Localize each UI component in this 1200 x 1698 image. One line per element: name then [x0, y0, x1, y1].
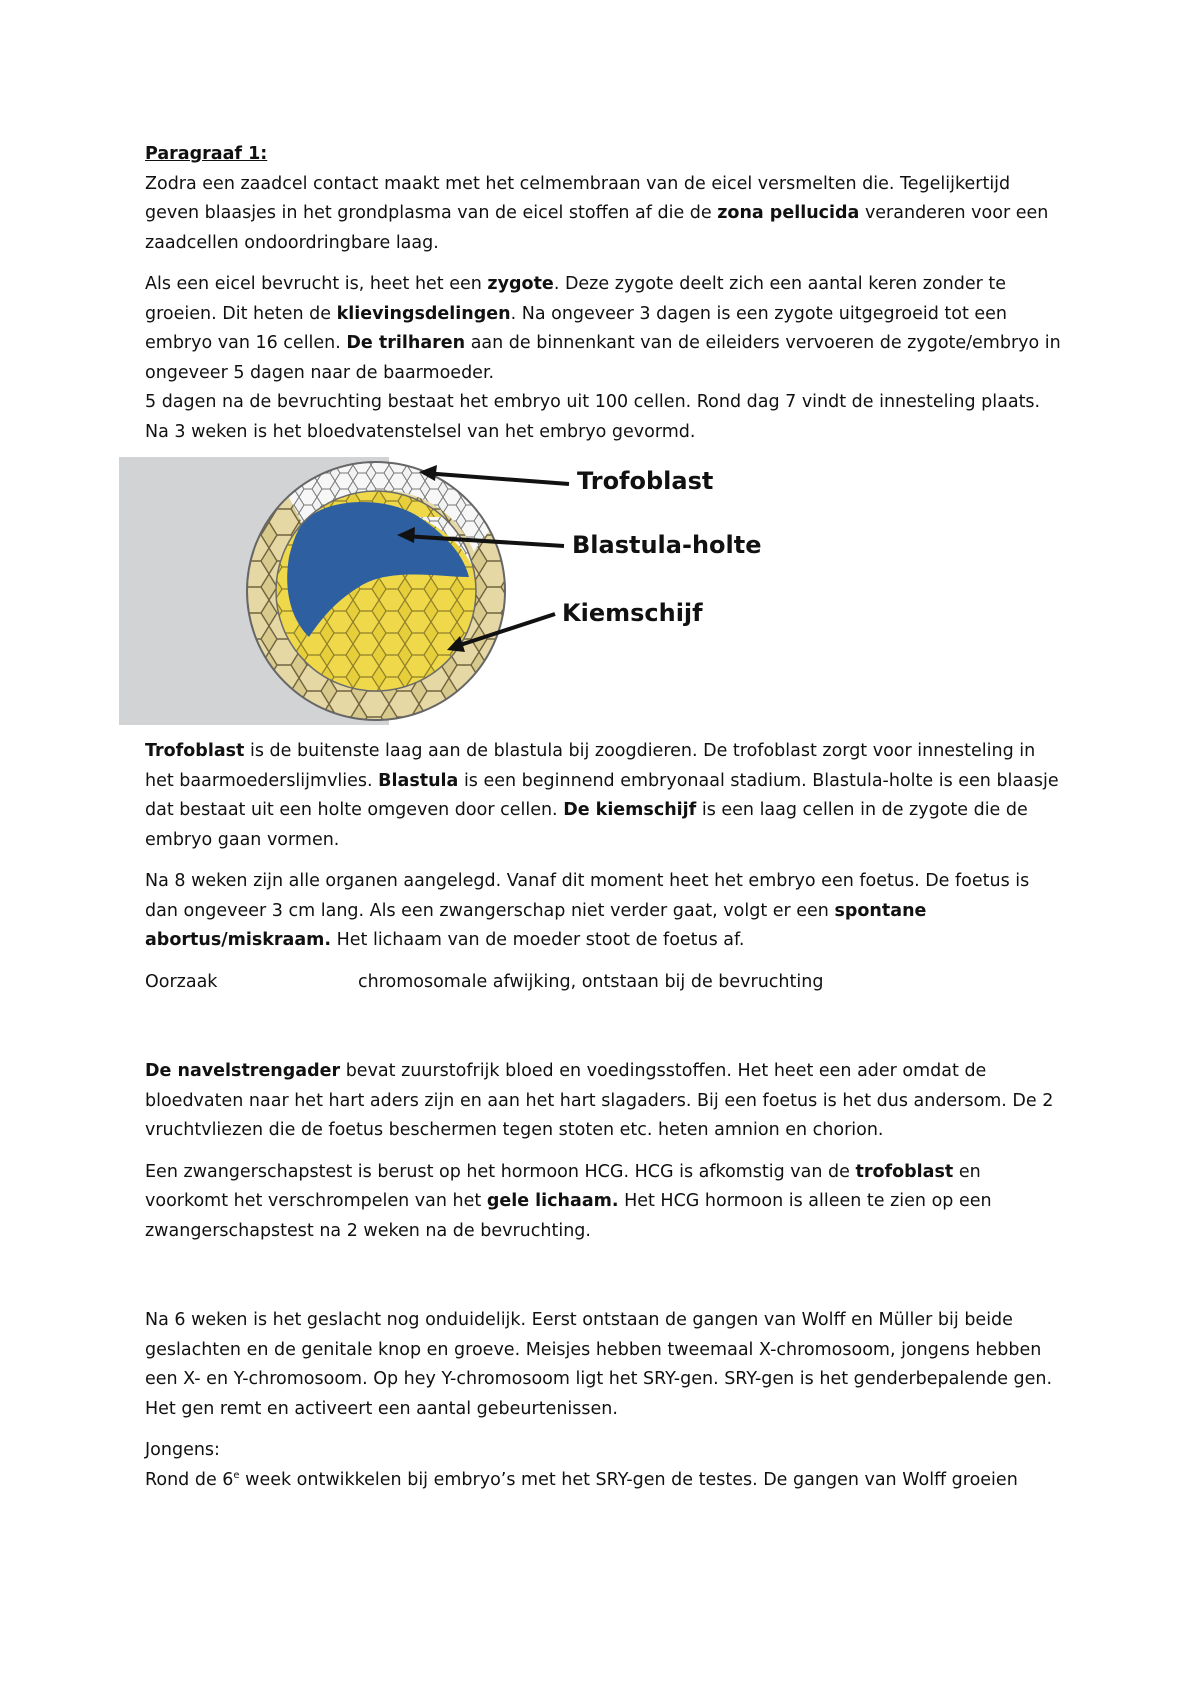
term-klievingsdelingen: klievingsdelingen: [336, 303, 511, 324]
blastula-diagram: [119, 457, 1039, 725]
term-navelstrengader: De navelstrengader: [145, 1061, 341, 1081]
text: is een beginnend embryonaal stadium. Blastula-holte is een blaasje dat bestaat uit een holte omgeven door cellen.: [145, 770, 1059, 820]
text: Het lichaam van de moeder stoot de foetus af.: [331, 930, 745, 950]
paragraph-trofoblast: [145, 737, 1065, 855]
text: Het HCG hormoon is alleen te zien op een zwangerschapstest na 2 weken na de bevruchting.: [145, 1191, 992, 1241]
text: Als een eicel bevrucht is, heet het een: [145, 274, 488, 294]
section-heading: Paragraaf 1:: [145, 144, 268, 164]
text: . Na ongeveer 3 dagen is een zygote uitgegroeid tot een embryo van 16 cellen.: [145, 303, 1008, 353]
text: aan de binnenkant van de eileiders vervoeren de zygote/embryo in ongeveer 5 dagen naar de baarmoeder.: [145, 333, 1061, 383]
term-trofoblast: trofoblast: [855, 1161, 954, 1182]
paragraph-fertilization: [145, 170, 1065, 259]
label-trofoblast: Trofoblast: [577, 467, 714, 495]
term-trilharen: De trilharen: [346, 333, 466, 353]
term-kiemschijf: De kiemschijf: [563, 800, 697, 820]
term-gele-lichaam: gele lichaam.: [486, 1191, 619, 1211]
paragraph-hcg: [145, 1158, 1065, 1247]
term-zygote: zygote: [487, 274, 554, 294]
text: is de buitenste laag aan de blastula bij zoogdieren. De trofoblast zorgt voor innesteling in het baarmoederslijmvlies.: [145, 741, 1036, 791]
cause-value: chromosomale afwijking, ontstaan bij de bevruchting: [358, 971, 824, 992]
text: . Deze zygote deelt zich een aantal keren zonder te groeien. Dit heten de: [145, 274, 1006, 324]
cause-label: Oorzaak: [145, 971, 218, 992]
subheading-jongens: Jongens:: [145, 1440, 220, 1460]
superscript: e: [233, 1469, 240, 1481]
paragraph-line: Na 3 weken is het bloedvatenstelsel van het embryo gevormd.: [145, 421, 696, 442]
text: en voorkomt het verschrompelen van het: [145, 1161, 981, 1211]
text: week ontwikkelen bij embryo’s met het SRY-gen de testes. De gangen van Wolff groeien: [239, 1469, 1018, 1490]
document-body: [145, 140, 1065, 1495]
paragraph-line: 5 dagen na de bevruchting bestaat het embryo uit 100 cellen. Rond dag 7 vindt de innesteling plaats.: [145, 392, 1041, 412]
blastula-figure: [119, 457, 1039, 725]
text: is een laag cellen in de zygote die de embryo gaan vormen.: [145, 800, 1028, 850]
term-trofoblast: Trofoblast: [145, 741, 245, 761]
paragraph-zygote: [145, 270, 1065, 388]
term-blastula: Blastula: [378, 770, 459, 791]
cause-row: [145, 968, 1065, 998]
text: Rond de 6: [145, 1469, 234, 1490]
label-kiemschijf: Kiemschijf: [562, 599, 703, 627]
term-zona-pellucida: zona pellucida: [717, 203, 860, 223]
paragraph-jongens: [145, 1466, 1065, 1496]
paragraph-navelstreng: [145, 1057, 1065, 1146]
term-miskraam: spontane abortus/miskraam.: [145, 900, 927, 950]
text: Zodra een zaadcel contact maakt met het celmembraan van de eicel versmelten die. Tegelijkertijd geven blaasjes in het grondplasma van de eicel stoffen af die de: [145, 173, 1011, 223]
text: Na 8 weken zijn alle organen aangelegd. Vanaf dit moment heet het embryo een foetus. De foetus is dan ongeveer 3 cm lang. Als een zwangerschap niet verder gaat, volgt er een: [145, 871, 1030, 921]
label-blastula-holte: Blastula-holte: [572, 531, 762, 559]
text: bevat zuurstofrijk bloed en voedingsstoffen. Het heet een ader omdat de bloedvaten naar het hart aders zijn en aan het hart slagaders. Bij een foetus is het dus andersom. De 2 vruchtvliezen die de foetus beschermen tegen stoten etc. heten amnion en chorion.: [145, 1061, 1054, 1140]
paragraph-foetus: [145, 867, 1065, 956]
paragraph-geslacht: Na 6 weken is het geslacht nog onduidelijk. Eerst ontstaan de gangen van Wolff en Müller bij beide geslachten en de genitale knop en groeve. Meisjes hebben tweemaal X-chromosoom, jongens hebben een X- en Y-chromosoom. Op hey Y-chromosoom ligt het SRY-gen. SRY-gen is het genderbepalende gen. Het gen remt en activeert een aantal gebeurtenissen.: [145, 1310, 1053, 1419]
text: Een zwangerschapstest is berust op het hormoon HCG. HCG is afkomstig van de: [145, 1161, 856, 1182]
text: veranderen voor een zaadcellen ondoordringbare laag.: [145, 203, 1049, 253]
